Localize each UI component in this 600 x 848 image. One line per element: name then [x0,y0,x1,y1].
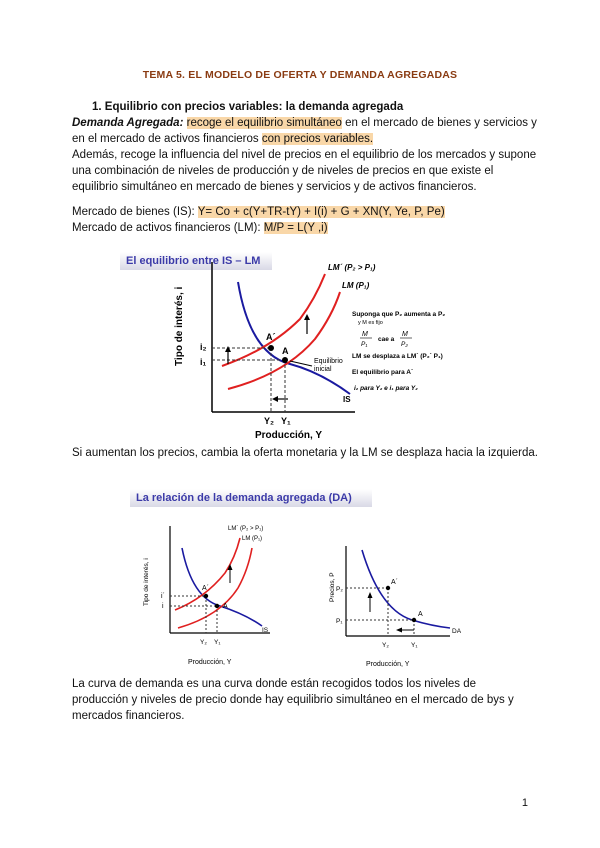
fig2r-point-a2-dot [386,586,390,590]
fig2l-y2-tick: Y₂ [200,639,207,646]
fig1-lm-curve [228,292,340,389]
fig1-point-a: A [282,346,289,356]
highlight-variable-prices: con precios variables. [261,133,374,145]
fig2l-i2-tick: i´ [161,593,165,600]
is-label: Mercado de bienes (IS): [72,206,195,218]
figure2-left-islm-chart [120,518,300,668]
fig1-y-axis-title: Tipo de interés, i [174,286,185,366]
fig1-bullet-3: LM se desplaza a LM´ (P₂´ P₁) [352,353,443,360]
figure1-banner: El equilibrio entre IS – LM [120,252,272,270]
fig1-lm-label: LM (P₁) [342,281,370,290]
fig2l-y-axis-title: Tipo de interés, i [143,558,150,606]
fig1-bullet-1b: y M es fijo [358,320,383,326]
fig1-x-axis-title: Producción, Y [255,430,323,441]
lm-label: Mercado de activos financieros (LM): [72,222,261,234]
page-number: 1 [521,797,528,809]
fig2r-arrow-up-head [368,592,373,598]
fig1-bullet-4: El equilibrio para A´ [352,369,414,376]
figure2-right-da-chart [320,540,470,670]
fig1-eq-label-1: Equilibrio [314,358,343,365]
term-aggregate-demand: Demanda Agregada: [72,117,184,129]
lm-equation: M/P = L(Y ,i) [263,222,328,234]
fig2r-y2-tick: Y₂ [382,642,389,649]
fig2l-lm-curve [178,548,252,628]
fig2l-y1-tick: Y₁ [214,639,221,646]
document-title: TEMA 5. EL MODELO DE OFERTA Y DEMANDA AGREGADAS [142,69,458,81]
fig1-frac-p1: P₁ [361,341,368,348]
fig2l-point-a: A [223,603,228,610]
fig1-point-a-dot [282,357,288,363]
fig1-point-a2: A´ [266,332,276,342]
fig2l-i1-tick: i [162,603,164,610]
fig1-bullet-1: Suponga que P₂ aumenta a P₂ [352,311,446,318]
figure2-banner: La relación de la demanda agregada (DA) [130,489,372,507]
fig1-bullet-5: i₂ para Y₂ e i₁ para Y₂ [354,385,418,392]
fig1-point-a2-dot [268,345,274,351]
fig1-bullet-falls: cae a [378,336,395,343]
figure1-islm-chart [150,254,500,444]
fig2l-x-axis-title: Producción, Y [188,659,232,666]
fig2l-point-a-dot [215,604,219,608]
fig1-is-label: IS [343,395,351,404]
fig2l-lm-shift-label: LM´ (P₂ > P₁) [228,526,264,532]
section-heading: 1. Equilibrio con precios variables: la demanda agregada [92,101,404,113]
fig2r-y1-tick: Y₁ [411,642,418,649]
paragraph-text: en el mercado de bienes y servicios y en el mercado de activos financieros [72,117,537,145]
fig1-arrow-left-head [272,396,278,402]
fig1-arrow-up-left-head [225,346,231,352]
fig2l-is-label: IS [262,627,269,634]
paragraph-influence: Además, recoge la influencia del nivel de precios en el equilibrio de los mercados y supone una combinación de niveles de producción y de niveles de precios en que existe el equilibrio simultáneo en mercado de bienes y servicios y de activos financieros. [72,149,537,193]
fig2l-point-a2-dot [204,594,208,598]
is-equation-line [72,204,542,220]
fig1-is-curve [238,282,350,394]
fig2r-point-a2: A´ [391,579,398,586]
fig2r-da-curve [362,550,450,628]
fig2l-point-a2: A´ [202,585,209,592]
fig1-y1-tick: Y₁ [281,416,291,426]
fig2r-p1-tick: P₁ [336,618,343,625]
paragraph-demand-curve: La curva de demanda es una curva donde están recogidos todos los niveles de producción y niveles de precio donde hay equilibrio simultáneo en el mercado de bys y mercados financieros. [72,678,514,722]
fig2r-da-label: DA [452,628,462,635]
fig2r-y-axis-title: Precios, P [329,572,336,602]
lm-equation-line [72,220,542,236]
fig1-y2-tick: Y₂ [264,416,275,426]
fig2l-lm-label: LM (P₁) [242,536,263,542]
paragraph-aggregate-demand [72,115,542,147]
fig1-lm-shift-label: LM´ (P₂ > P₁) [328,263,376,272]
fig1-eq-label-2: inicial [314,366,332,373]
is-equation: Y= Co + c(Y+TR-tY) + I(i) + G + XN(Y, Ye, P, Pe) [197,206,445,218]
fig1-frac-p2: P₂ [401,341,408,348]
fig2r-p2-tick: P₂ [336,586,343,593]
fig1-frac-m1: M [362,331,368,338]
fig1-frac-m2: M [402,331,408,338]
highlight-equilibrium: recoge el equilibrio simultáneo [186,117,342,129]
fig1-arrow-up-right-head [304,314,310,320]
fig2r-point-a-dot [412,618,416,622]
fig1-i2-tick: i₂ [200,342,207,352]
caption-lm-shift: Si aumentan los precios, cambia la oferta monetaria y la LM se desplaza hacia la izquierda. [72,447,538,459]
fig1-i1-tick: i₁ [200,357,207,367]
fig2r-point-a: A [418,611,423,618]
fig2r-x-axis-title: Producción, Y [366,661,410,668]
fig2r-arrow-left-head [396,628,402,633]
